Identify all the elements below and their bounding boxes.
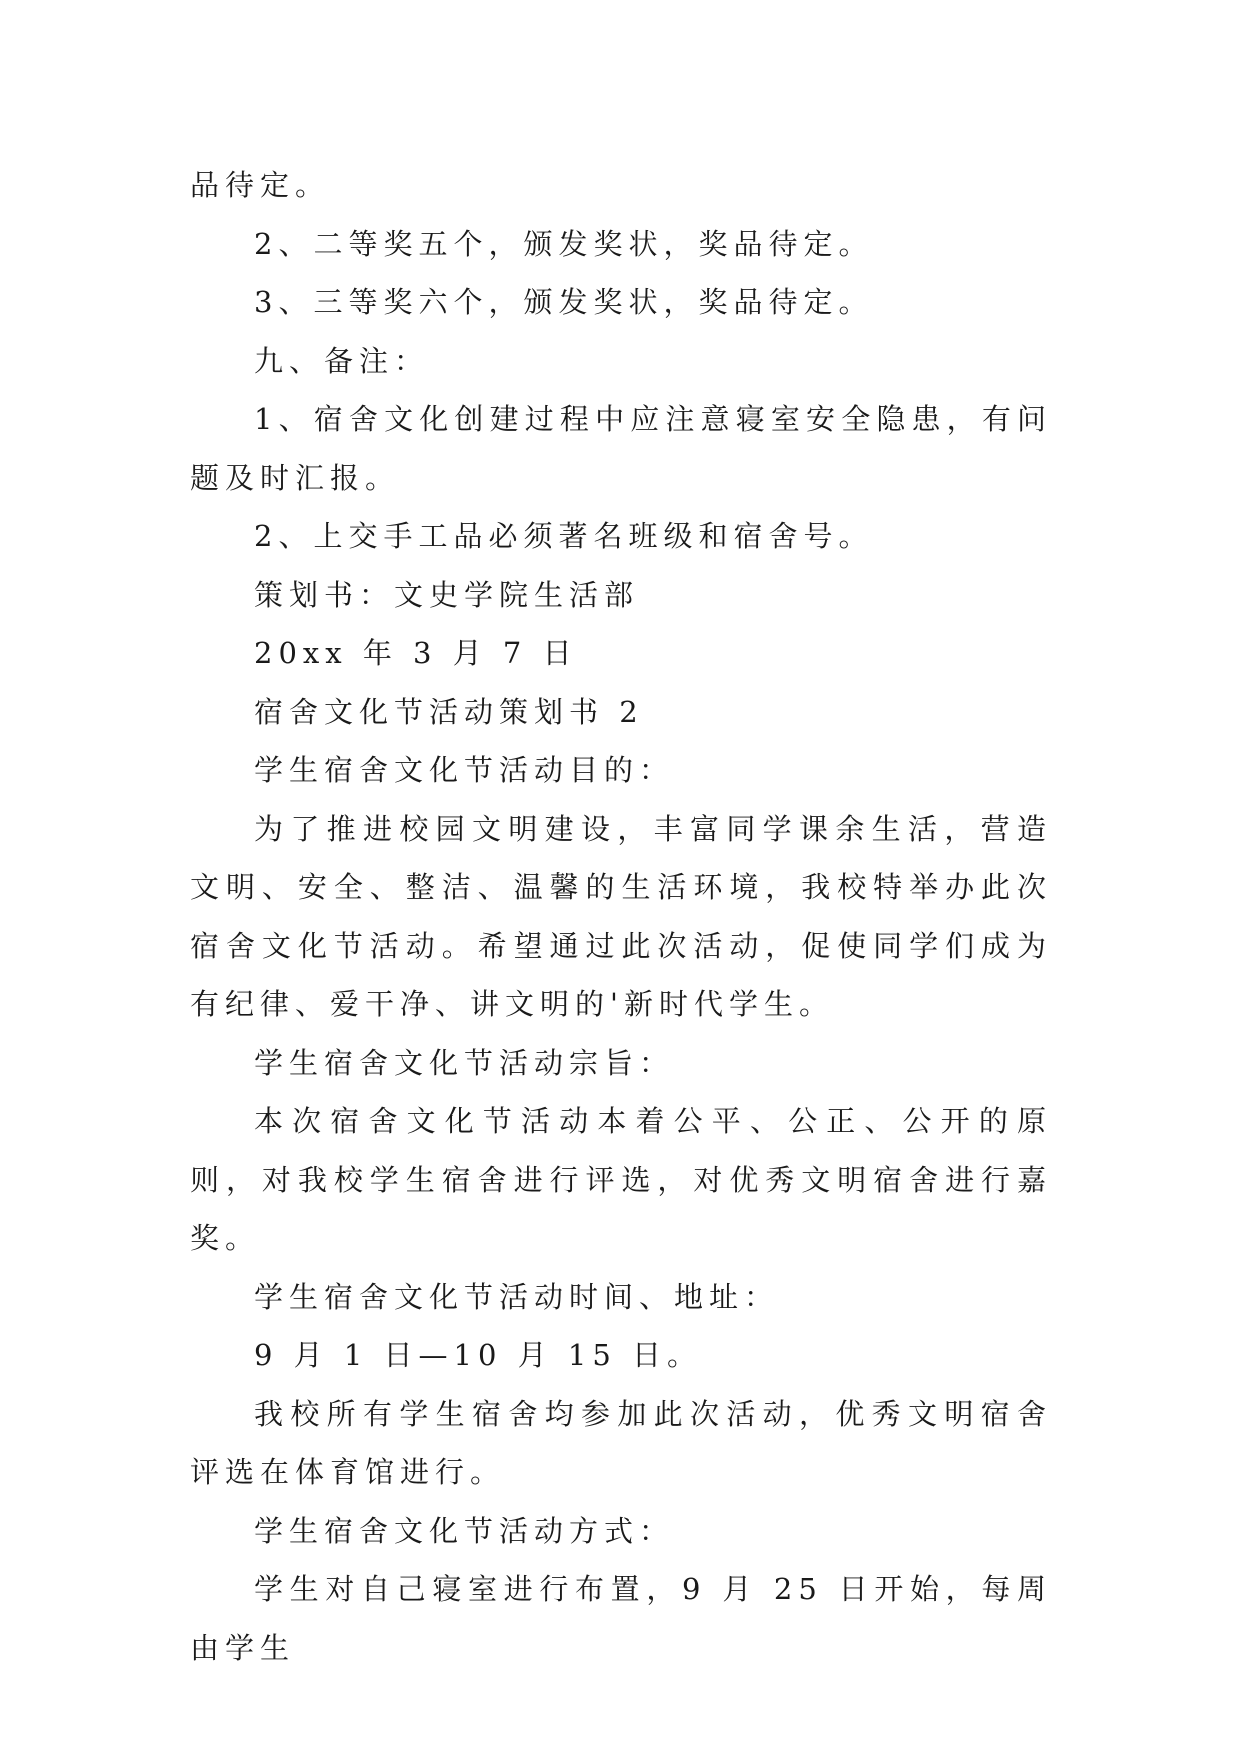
paragraph-second-prize: 2、二等奖五个，颁发奖状，奖品待定。 [254, 226, 874, 261]
paragraph-planner: 策划书：文史学院生活部 [254, 577, 640, 612]
section-heading-notes: 九、备注： [254, 343, 430, 378]
paragraph-third-prize: 3、三等奖六个，颁发奖状，奖品待定。 [254, 285, 874, 319]
paragraph-continued-award: 品待定。 [190, 168, 331, 202]
paragraph-note-2: 2、上交手工品必须著名班级和宿舍号。 [254, 519, 874, 553]
paragraph-aim: 本次宿舍文化节活动本着公平、公正、公开的原则，对我校学生宿舍进行评选，对优秀文明宿舍进行嘉奖。 [190, 1104, 1052, 1255]
section-heading-method: 学生宿舍文化节活动方式： [254, 1513, 675, 1548]
paragraph-place: 我校所有学生宿舍均参加此次活动，优秀文明宿舍评选在体育馆进行。 [190, 1396, 1052, 1489]
paragraph-time: 9 月 1 日—10 月 15 日。 [254, 1338, 703, 1372]
paragraph-purpose: 为了推进校园文明建设，丰富同学课余生活，营造文明、安全、整洁、温馨的生活环境，我校特举办此次宿舍文化节活动。希望通过此次活动，促使同学们成为有纪律、爱干净、讲文明的'新时代学生。 [190, 811, 1052, 1021]
section-heading-purpose: 学生宿舍文化节活动目的： [254, 753, 675, 787]
section-heading-aim: 学生宿舍文化节活动宗旨： [254, 1045, 675, 1080]
paragraph-date: 20xx 年 3 月 7 日 [254, 636, 578, 670]
document-title-2: 宿舍文化节活动策划书 2 [254, 694, 644, 729]
section-heading-time-place: 学生宿舍文化节活动时间、地址： [254, 1279, 780, 1314]
paragraph-method: 学生对自己寝室进行布置，9 月 25 日开始，每周由学生 [190, 1572, 1052, 1665]
document-body [190, 156, 1052, 1677]
paragraph-note-1: 1、宿舍文化创建过程中应注意寝室安全隐患，有问题及时汇报。 [190, 402, 1052, 495]
